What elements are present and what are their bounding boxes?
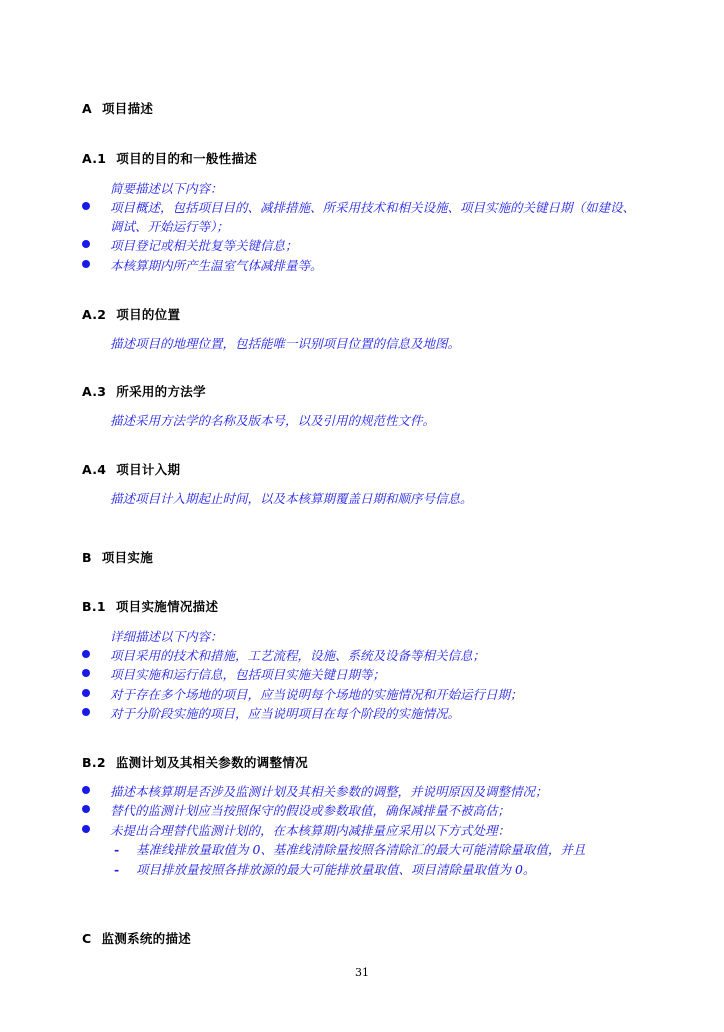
section-title: 项目的位置 — [116, 307, 181, 322]
b1-intro: 详细描述以下内容： — [110, 629, 223, 644]
list-item-text: 本核算期内所产生温室气体减排量等。 — [110, 258, 323, 273]
a1-intro: 简要描述以下内容： — [110, 181, 223, 196]
section-number: A.2 — [82, 307, 107, 322]
bullet-icon — [82, 202, 90, 210]
section-heading-b — [82, 548, 153, 566]
section-title: 监测计划及其相关参数的调整情况 — [115, 755, 308, 770]
bullet-icon — [82, 786, 90, 794]
section-title: 项目实施 — [101, 550, 154, 565]
section-title: 项目计入期 — [116, 462, 181, 477]
section-number: A — [82, 101, 92, 116]
a4-text: 描述项目计入期起止时间，以及本核算期覆盖日期和顺序号信息。 — [110, 491, 473, 506]
sub-list-item — [114, 840, 585, 858]
bullet-icon — [82, 805, 90, 813]
section-number: A.3 — [82, 384, 107, 399]
section-number: B — [82, 550, 92, 565]
section-title: 项目描述 — [101, 101, 154, 116]
section-number: A.1 — [82, 151, 107, 166]
bullet-icon — [82, 650, 90, 658]
bullet-icon — [82, 669, 90, 677]
bullet-icon — [82, 825, 90, 833]
bullet-icon — [82, 689, 90, 697]
sub-list-item-text: 基准线排放量取值为 0、基准线清除量按照各清除汇的最大可能清除量取值，并且 — [136, 842, 586, 857]
section-heading-a3 — [82, 382, 206, 400]
list-item-text: 项目采用的技术和措施，工艺流程，设施、系统及设备等相关信息； — [110, 648, 486, 663]
sub-list-item-text: 项目排放量按照各排放源的最大可能排放量取值、项目清除量取值为 0。 — [136, 862, 536, 877]
a2-text: 描述项目的地理位置，包括能唯一识别项目位置的信息及地图。 — [110, 336, 461, 351]
list-item-text: 项目实施和运行信息，包括项目实施关键日期等； — [110, 667, 386, 682]
section-title: 项目实施情况描述 — [115, 599, 219, 614]
page-number: 31 — [355, 966, 369, 979]
list-item-text: 项目概述，包括项目目的、减排措施、所采用技术和相关设施、项目实施的关键日期（如建设、 — [110, 200, 636, 215]
list-item-text: 对于分阶段实施的项目，应当说明项目在每个阶段的实施情况。 — [110, 706, 461, 721]
section-heading-b2 — [82, 753, 308, 771]
sub-list-item — [114, 860, 535, 878]
a3-text: 描述采用方法学的名称及版本号，以及引用的规范性文件。 — [110, 413, 436, 428]
section-number: B.1 — [82, 599, 106, 614]
section-heading-a1 — [82, 149, 257, 167]
section-number: A.4 — [82, 462, 107, 477]
section-heading-a — [82, 99, 153, 117]
list-item-text: 未提出合理替代监测计划的，在本核算期内减排量应采用以下方式处理： — [110, 823, 511, 838]
section-heading-a2 — [82, 305, 180, 323]
section-heading-c — [82, 929, 191, 947]
section-title: 所采用的方法学 — [116, 384, 206, 399]
list-item-text-continued: 调试、开始运行等）； — [110, 219, 229, 234]
bullet-icon — [82, 708, 90, 716]
bullet-icon — [82, 260, 90, 268]
section-number: B.2 — [82, 755, 106, 770]
dash-icon: - — [114, 862, 120, 877]
section-heading-a4 — [82, 460, 180, 478]
dash-icon: - — [114, 842, 120, 857]
section-heading-b1 — [82, 597, 218, 615]
list-item-text: 对于存在多个场地的项目，应当说明每个场地的实施情况和开始运行日期； — [110, 687, 523, 702]
section-title: 监测系统的描述 — [101, 931, 192, 946]
list-item-text: 项目登记或相关批复等关键信息； — [110, 238, 298, 253]
list-item-text: 描述本核算期是否涉及监测计划及其相关参数的调整，并说明原因及调整情况； — [110, 784, 548, 799]
section-title: 项目的目的和一般性描述 — [116, 151, 258, 166]
section-number: C — [82, 931, 92, 946]
bullet-icon — [82, 240, 90, 248]
list-item-text: 替代的监测计划应当按照保守的假设或参数取值，确保减排量不被高估； — [110, 803, 511, 818]
